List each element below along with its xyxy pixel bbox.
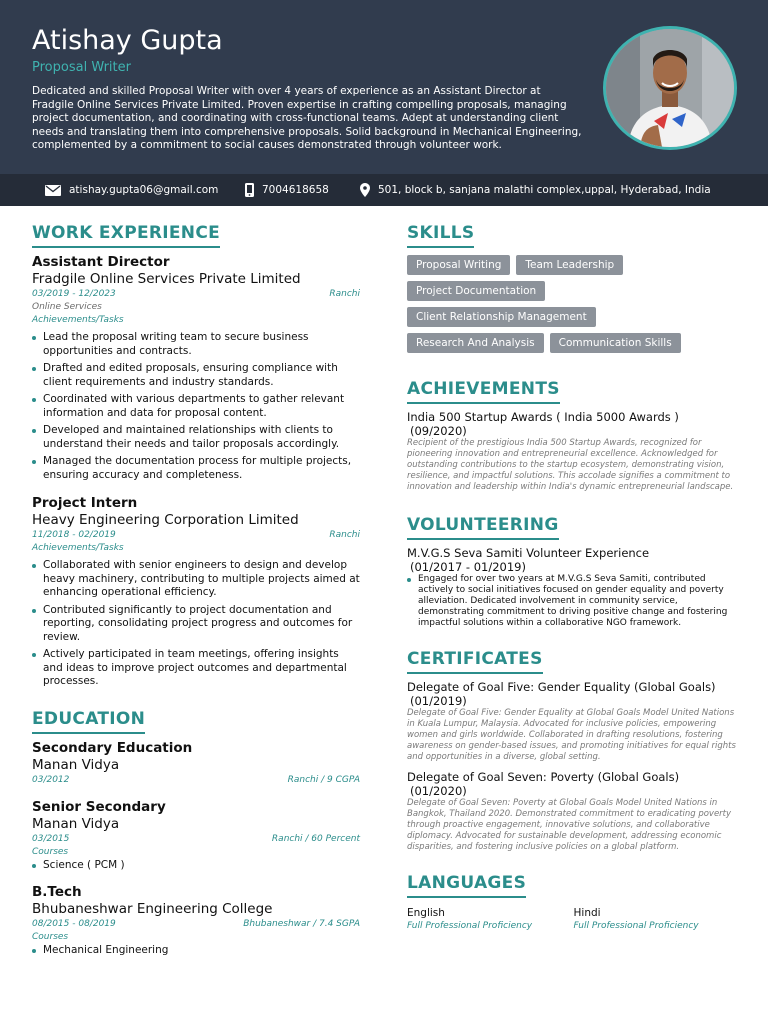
education-location: Ranchi / 9 CGPA (287, 774, 360, 785)
achievement-description: Recipient of the prestigious India 500 Startup Awards, recognized for pioneering innovation and entrepreneurial excellence. Acknowledged for outstanding contributions to the startup ecosystem, demonstrating vision, resilience, and impactful solutions. This accolade signifies a commitment to innovation and leadership within India's dynamic entrepreneurial landscape. (407, 438, 734, 492)
job-dates: 11/2018 - 02/2019 (32, 530, 116, 540)
contact-bar (0, 174, 768, 206)
course-list (32, 859, 360, 873)
skill-tag: Proposal Writing (407, 255, 510, 275)
education-location: Bhubaneshwar / 7.4 SGPA (243, 919, 360, 929)
course-list (32, 944, 360, 958)
education-entry (32, 740, 360, 787)
work-experience-section (32, 222, 360, 689)
education-entry (32, 884, 360, 958)
job-entry (32, 254, 360, 482)
job-title: Assistant Director (32, 254, 170, 270)
school: Manan Vidya (32, 756, 120, 773)
education-entry (32, 799, 360, 873)
education-meta (32, 918, 360, 931)
list-item: Managed the documentation process for multiple projects, ensuring accuracy and completeness. (32, 455, 360, 482)
section-title: EDUCATION (32, 708, 145, 734)
skill-tag: Team Leadership (516, 255, 623, 275)
job-location: Ranchi (329, 289, 360, 299)
certificates-section (407, 648, 740, 853)
degree: Senior Secondary (32, 798, 166, 815)
list-item: Drafted and edited proposals, ensuring compliance with client requirements and industry standards. (32, 362, 360, 389)
location-pin-icon (360, 183, 370, 197)
volunteering-date: (01/2017 - 01/2019) (410, 560, 526, 574)
list-item: Actively participated in team meetings, offering insights and ideas to improve project outcomes and departmental processes. (32, 648, 360, 689)
education-meta (32, 774, 360, 787)
certificate-title: Delegate of Goal Five: Gender Equality (Global Goals) (407, 680, 716, 694)
job-meta (32, 529, 360, 542)
right-column (407, 222, 740, 933)
education-dates: 03/2012 (32, 774, 70, 785)
volunteering-title: M.V.G.S Seva Samiti Volunteer Experience (407, 546, 650, 560)
language-name: English (407, 907, 445, 919)
section-title: VOLUNTEERING (407, 514, 559, 540)
skill-list (407, 255, 740, 359)
list-item: Engaged for over two years at M.V.G.S Seva Samiti, contributed actively to social initiatives focused on gender equality and poverty alleviation. Dedicated involvement in community service, demonstrating commitment to driving positive change and fostering impactful solutions within a collaborative NGO framework. (407, 574, 740, 629)
language-name: Hindi (573, 907, 601, 919)
candidate-name: Atishay Gupta (32, 25, 223, 56)
education-location: Ranchi / 60 Percent (271, 833, 360, 844)
language-level: Full Professional Proficiency (407, 921, 533, 931)
contact-phone-text: 7004618658 (262, 184, 329, 196)
achievement-entry (407, 410, 740, 493)
achievement-title: India 500 Startup Awards ( India 5000 Awards ) (407, 410, 679, 424)
left-column (32, 222, 360, 958)
envelope-icon (45, 185, 61, 196)
skill-tag: Client Relationship Management (407, 307, 596, 327)
courses-label: Courses (32, 932, 69, 942)
contact-phone[interactable] (245, 174, 329, 206)
section-title: CERTIFICATES (407, 648, 543, 674)
resume-header (0, 0, 768, 174)
volunteering-entry (407, 546, 740, 629)
profile-photo-illustration (606, 29, 734, 147)
list-item: Collaborated with senior engineers to design and develop heavy machinery, contributing to multiple projects aimed at enhancing operational efficiency. (32, 559, 360, 600)
section-title: ACHIEVEMENTS (407, 378, 560, 404)
language-entry (407, 906, 574, 933)
courses-label: Courses (32, 846, 69, 857)
school: Manan Vidya (32, 815, 120, 832)
certificate-description: Delegate of Goal Seven: Poverty at Global Goals Model United Nations in Bangkok, Thailand 2020. Demonstrated commitment to eradicating poverty through proactive engagement, innovative solutions, and collaborative diplomacy. Advocated for sustainable development, addressing economic disparities, and fostering inclusive policies on a global platform. (407, 798, 732, 852)
tasks-label: Achievements/Tasks (32, 543, 124, 553)
contact-address (360, 174, 711, 206)
contact-email-text: atishay.gupta06@gmail.com (69, 184, 219, 196)
certificate-date: (01/2019) (410, 694, 467, 708)
task-list (32, 331, 360, 482)
achievement-date: (09/2020) (410, 424, 467, 438)
list-item: Mechanical Engineering (32, 944, 360, 958)
skills-section (407, 222, 740, 359)
degree: B.Tech (32, 884, 82, 900)
contact-email[interactable] (45, 174, 218, 206)
volunteering-section (407, 514, 740, 629)
certificate-entry (407, 770, 740, 853)
achievements-section (407, 378, 740, 493)
language-entry (574, 906, 741, 933)
degree: Secondary Education (32, 739, 193, 756)
section-title: LANGUAGES (407, 872, 526, 898)
education-section (32, 708, 360, 958)
volunteering-list (407, 574, 740, 629)
certificate-title: Delegate of Goal Seven: Poverty (Global Goals) (407, 770, 680, 784)
job-entry (32, 495, 360, 689)
profile-photo (603, 26, 737, 150)
job-title: Project Intern (32, 495, 138, 511)
certificate-description: Delegate of Goal Five: Gender Equality at Global Goals Model United Nations in Kuala Lumpur, Malaysia. Advocated for inclusive policies, empowering women and girls worldwide. Collaborated in drafting resolutions, fostering awareness on gender-based issues, and promoting initiatives for equal rights and opportunities in a diverse, global setting. (407, 708, 736, 762)
education-dates: 08/2015 - 08/2019 (32, 919, 116, 929)
language-level: Full Professional Proficiency (573, 921, 699, 931)
phone-icon (245, 183, 254, 197)
school: Bhubaneshwar Engineering College (32, 901, 273, 917)
skill-tag: Research And Analysis (407, 333, 544, 353)
list-item: Developed and maintained relationships with clients to understand their needs and tailor proposals accordingly. (32, 424, 360, 451)
job-company: Heavy Engineering Corporation Limited (32, 512, 299, 528)
list-item: Contributed significantly to project documentation and reporting, consolidating project progress and outcomes for review. (32, 604, 360, 645)
list-item: Coordinated with various departments to gather relevant information and data for proposal content. (32, 393, 360, 420)
contact-address-text: 501, block b, sanjana malathi complex,uppal, Hyderabad, India (378, 184, 711, 196)
education-dates: 03/2015 (32, 833, 70, 844)
education-meta (32, 833, 360, 846)
section-title: WORK EXPERIENCE (32, 222, 220, 248)
task-list (32, 559, 360, 689)
list-item: Science ( PCM ) (32, 859, 360, 873)
job-location: Ranchi (329, 530, 360, 540)
languages-section (407, 872, 740, 933)
profile-summary: Dedicated and skilled Proposal Writer with over 4 years of experience as an Assistant Director at Fradgile Online Services Private Limited. Proven expertise in crafting compelling proposals, managing project documentation, and coordinating with cross-functional teams. Adept at understanding client needs and translating them into comprehensive proposals. Solid background in Mechanical Engineering, complemented by a commitment to social causes demonstrated through volunteer work. (32, 85, 582, 151)
job-company: Fradgile Online Services Private Limited (32, 271, 301, 287)
language-list (407, 906, 740, 933)
job-company-type: Online Services (32, 302, 102, 312)
job-meta (32, 288, 360, 301)
list-item: Lead the proposal writing team to secure business opportunities and contracts. (32, 331, 360, 358)
skill-tag: Communication Skills (550, 333, 681, 353)
section-title: SKILLS (407, 222, 474, 248)
certificate-entry (407, 680, 740, 763)
skill-tag: Project Documentation (407, 281, 545, 301)
tasks-label: Achievements/Tasks (32, 315, 124, 325)
job-dates: 03/2019 - 12/2023 (32, 289, 116, 299)
certificate-date: (01/2020) (410, 784, 467, 798)
candidate-role: Proposal Writer (32, 60, 131, 75)
